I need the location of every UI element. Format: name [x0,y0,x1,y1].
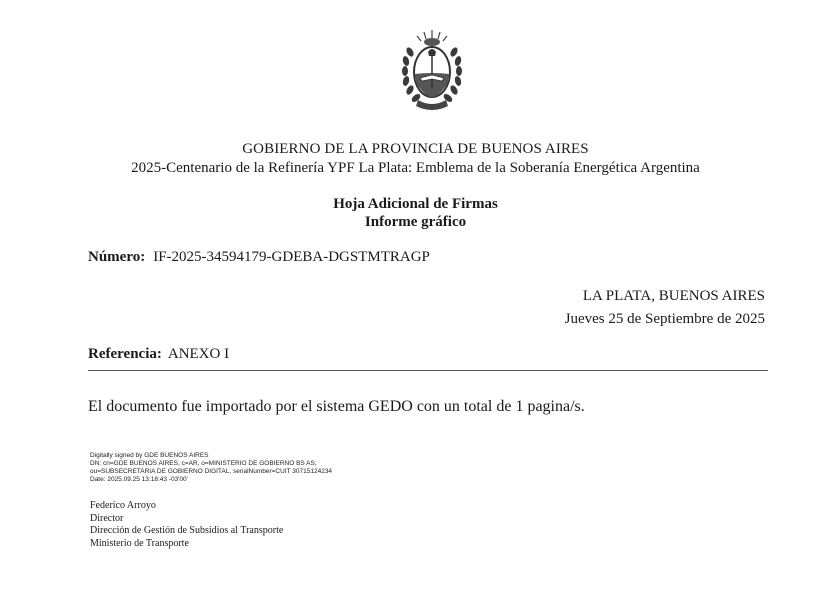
document-title: Hoja Adicional de Firmas [333,196,498,212]
digital-signature-block [90,452,332,484]
document-number-label: Número: [88,249,146,265]
document-subtitle: Informe gráfico [364,214,467,230]
reference-value: ANEXO I [167,346,230,362]
location-place: LA PLATA, BUENOS AIRES [582,288,765,304]
header-motto: 2025-Centenario de la Refinería YPF La Plata: Emblema de la Soberanía Energética Argentina [131,160,700,176]
signer-block [90,500,283,550]
reference [88,346,229,363]
reference-label: Referencia: [88,346,162,362]
digital-signature-line: DN: cn=GDE BUENOS AIRES, c=AR, o=MINISTERIO DE GOBIERNO BS AS, [90,460,317,467]
document-number-value: IF-2025-34594179-GDEBA-DGSTMTRAGP [153,249,430,265]
digital-signature-line: Date: 2025.09.25 13:18:43 -03'00' [90,476,188,483]
signer-ministry: Ministerio de Transporte [90,537,189,549]
document-number [88,249,430,266]
divider [88,370,768,371]
signer-role: Director [90,512,124,524]
digital-signature-line: Digitally signed by GDE BUENOS AIRES [90,452,209,459]
digital-signature-line: ou=SUBSECRETARIA DE GOBIERNO DIGITAL, serialNumber=CUIT 30715124234 [90,468,333,475]
location-date: Jueves 25 de Septiembre de 2025 [564,311,765,327]
signer-department: Dirección de Gestión de Subsidios al Transporte [90,525,284,536]
signer-name: Federico Arroyo [90,500,156,511]
coat-of-arms-icon [396,28,468,114]
body-text: El documento fue importado por el sistema GEDO con un total de 1 pagina/s. [88,398,585,415]
header-government: GOBIERNO DE LA PROVINCIA DE BUENOS AIRES [242,141,589,157]
